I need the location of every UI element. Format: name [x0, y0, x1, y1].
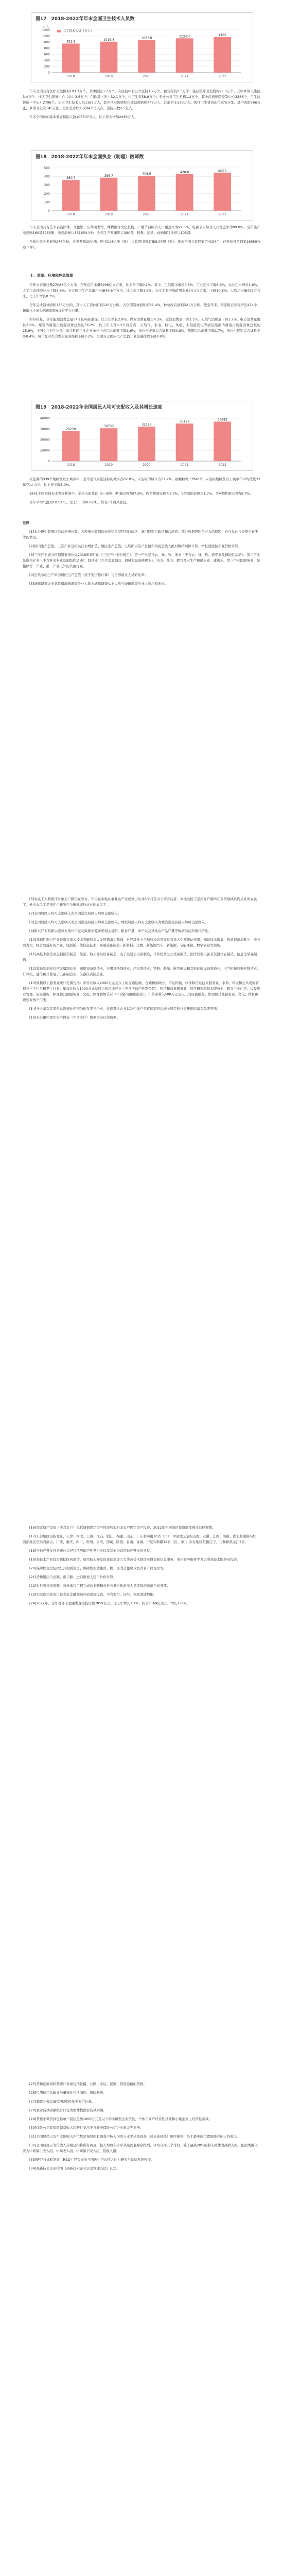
paragraph: 全年出版各类报纸277亿份，各类期刊20亿册，图书114亿册（张），人均图书拥有量8.07册（张）。年末全国共有档案馆4154个，已开放各类档案18659万卷（件）。: [23, 240, 260, 249]
bar: [100, 178, 117, 211]
chart-figure-1: [31, 12, 253, 82]
bar: [214, 421, 231, 461]
data-label: 408.6: [142, 172, 151, 176]
x-tick-label: 2020: [143, 463, 151, 467]
text-block-3: [23, 282, 260, 343]
note-item: [29]普惠小微贷款包括单户授信总额1000万元及以下的小微型企业贷款、个体工商户经营性贷款和小微企业主经营性贷款。: [29, 2117, 212, 2121]
paragraph: 年末全国参加基本养老保险人数105307万人，比上年末增加2436万人。: [29, 115, 138, 119]
notes-block-1: [23, 520, 260, 590]
chart-1: [31, 23, 252, 82]
y-tick-label: 400: [44, 59, 50, 63]
note-item: [3]三次产业划分依据国家统计局2018年修订的《三次产业划分规定》。第一产业是指农、林、牧、渔业（不含农、林、牧、渔专业及辅助性活动）。第二产业是指采矿业（不含开采专业及辅助性活动），制造业（不含金属制品、机械和设备修理业），电力、热力、燃气及水生产和供应业，建筑业。第三产业即服务业，是指除第一产业、第二产业以外的其他行业。: [23, 553, 260, 568]
x-tick-label: 2018: [67, 213, 75, 216]
note-item: [34]高新技术企业按照《高新技术企业认定管理办法》认定。: [29, 2166, 120, 2171]
bar: [100, 42, 117, 73]
bar: [138, 176, 155, 211]
data-label: 428.8: [180, 170, 189, 174]
data-label: 28228: [66, 427, 76, 431]
note-item: [16]固定资产投资（不含农户）包括城镇固定资产投资和农村非农户固定资产投资，2022年不同地区投资额度统计口径调整。: [29, 1526, 216, 1530]
note-item: [12]装备制造业包括金属制品业，通用设备制造业，专用设备制造业，汽车制造业，铁路、船舶、航空航天和其他运输设备制造业，电气机械和器材制造业，计算机、通信和其他电子设备制造业，仪器仪表制造业。: [23, 967, 260, 976]
y-tick-label: 300: [44, 183, 50, 188]
y-tick-label: 0: [48, 209, 50, 213]
note-item: [23]实际使用外资口径为非金融领域外商直接投资，不含银行、证券、保险领域数据。: [29, 1592, 157, 1597]
note-item: [10]战略性新兴产业是指以重大技术突破和重大发展需求为基础，对经济社会全局和长远发展具有重大引领带动作用，知识技术密集、物质资源消耗少、成长潜力大、综合效益好的产业，包括新一代信息技术、高端装备制造、新材料、生物、新能源汽车、新能源、节能环保、数字创意等领域。: [23, 938, 260, 947]
data-label: 32189: [142, 423, 152, 427]
x-tick-label: 2022: [218, 463, 226, 467]
legend-label: 卫生技术人员（万人）: [63, 29, 94, 33]
note-item: [9]新兴产业和新兴服务业统计口径及数据来源详见相关说明。粮食产量、单产以及其他农产品产量等数据为初步统计结果。: [29, 929, 211, 933]
data-label: 386.7: [104, 174, 113, 178]
note-item: [15]本公报中固定资产投资（不含农户）数据为全口径数据。: [29, 1015, 120, 1020]
chart-3: [31, 411, 252, 470]
y-axis-unit: 万人: [42, 25, 49, 28]
note-item: [4]全员劳动生产率为国内生产总值（按不变价格计算）与全部就业人员的比率。: [29, 573, 148, 577]
bar: [138, 40, 155, 73]
note-item: [1]本公报中数据均为初步统计数。各项统计数据均未包括香港特别行政区、澳门特别行政区和台湾省。部分数据因四舍五入的原因，存在总计与分项合计不等的情况。: [23, 530, 258, 539]
paragraph: 年末全国共有艺术表演团体、文化馆、公共图书馆、博物馆等文化机构。广播节目综合人口覆盖率为99.6%，电视节目综合人口覆盖率为99.8%。全年生产电视剧160部5283集，电视动画片331850分钟。全年生产故事影片380部，科教、纪录、动画和特种影片105部。: [23, 225, 260, 235]
note-item: [30]保险公司原保险保费收入和赔付支出不含养老保险公司企业年金等业务。: [29, 2126, 144, 2130]
bar: [214, 37, 231, 73]
chart-figure-3: [31, 401, 253, 471]
note-item: [5]城镇调查失业率是指城镇调查失业人数占城镇调查从业人数与城镇调查失业人数之和的比。: [29, 582, 168, 586]
x-tick-label: 2018: [67, 75, 75, 78]
data-label: 1067.8: [141, 36, 152, 40]
bar: [62, 431, 80, 461]
data-label: 1165: [218, 33, 226, 37]
note-item: [6]农民工人数统计对象为户籍仍在农村，年内在本地从事非农产业或外出从业6个月及以上的劳动者。本地农民工是指在户籍所在乡镇地域以内从业的农民工；外出农民工是指在户籍所在乡镇地域外从业的农民工。: [23, 897, 257, 907]
y-tick-label: 100: [44, 200, 50, 205]
note-item: [20]保障性住房包括公共租赁住房、保障性租赁住房、棚户区改造住房以及共有产权住房等。: [29, 1566, 167, 1570]
note-item: [25]货物运输周转量统计对象包括铁路、公路、水运、民航、管道运输的货物。: [29, 2082, 147, 2086]
y-tick-label: 40000: [40, 417, 50, 420]
paragraph: 在监测的339个地级及以上城市中，全年空气质量达标的城市占62.8%，未达标的城市占37.2%。细颗粒物（PM2.5）未达标地级及以上城市年平均浓度32微克/立方米，比上年下降3.0%。: [23, 477, 260, 487]
chart-title-2: 图18 2018-2022年年末全国执业（助理）医师数: [36, 155, 144, 160]
chart-title-3: 图19 2018-2022年全国居民人均可支配收入及其增长速度: [36, 405, 163, 410]
bar: [62, 180, 80, 211]
note-item: [17]东部地区是指北京、天津、河北、上海、江苏、浙江、福建、山东、广东和海南10省（市）；中部地区是指山西、安徽、江西、河南、湖北和湖南6省；西部地区是指内蒙古、广西、重庆、四川、贵州、云南、西藏、陕西、甘肃、青海、宁夏和新疆12省（区、市）；东北地区是指辽宁、吉林和黑龙江3省。: [23, 1534, 258, 1544]
y-tick-label: 0: [48, 460, 50, 463]
paragraph: 初步核算，全年能源消费总量54.1亿吨标准煤，比上年增长2.9%。煤炭消费量增长4.3%，原油消费量下降3.1%，天然气消费量下降1.2%，电力消费量增长3.6%。煤炭消费量占能源消费总量的56.2%，比上年上升0.3个百分点；天然气、水电、核电、风电、太阳能发电等清洁能源消费量占能源消费总量的25.9%，上升0.4个百分点。重点耗能工业企业单位电石综合能耗下降1.6%，单位合成氨综合能耗下降0.8%，吨钢综合能耗下降1.7%，单位电解铝综合能耗下降0.4%，每千瓦时火力发电标准煤耗下降0.2%。全国万元国内生产总值二氧化碳排放下降0.8%。: [23, 317, 260, 338]
y-tick-label: 1400: [42, 28, 50, 32]
data-label: 30733: [103, 425, 114, 429]
data-label: 1124.4: [179, 35, 190, 39]
y-tick-label: 1000: [42, 40, 50, 44]
data-label: 35128: [180, 420, 190, 424]
chart-2: [31, 161, 252, 220]
paragraph: 3641个国家地表水考核断面中，全年水质优良（I～III类）断面比例为87.9%，IV类断面比例为9.7%，V类断面比例为1.7%，劣V类断面比例为0.7%。: [29, 492, 253, 496]
notes-heading: 注释：: [23, 521, 33, 525]
y-tick-label: 10000: [40, 449, 50, 453]
note-item: [7]全国居民人均可支配收入为全国常住居民人均可支配收入。: [29, 911, 121, 916]
data-label: 360.7: [66, 176, 76, 180]
y-tick-label: 600: [44, 53, 50, 57]
legend-swatch: [57, 30, 61, 32]
note-item: [11]高技术制造业包括医药制造，航空、航天器及设备制造，电子及通信设备制造，计算机及办公设备制造，医疗仪器设备及仪器仪表制造，信息化学品制造。: [23, 952, 257, 962]
paragraph: 全年平均气温为10.51℃，比上年下降0.02℃。共有5个台风登陆。: [29, 500, 130, 504]
note-item: [31]全国居民人均可支配收入中位数是指将所有调查户按人均收入水平从低到高（或从高到低）顺序排列，处于最中间位置调查户的人均收入。: [29, 2134, 240, 2139]
text-block-4: [23, 477, 260, 509]
note-item: [24]2022年，全年对外非金融类直接投资额7859亿元，比上年增长7.2%，折合1169亿美元，增长2.8%。: [29, 1601, 189, 1605]
y-tick-label: 200: [44, 65, 50, 69]
note-item: [33]研究与试验发展（R&D）经费支出与国内生产总值之比为研究与试验发展强度。: [29, 2158, 154, 2162]
note-item: [18]房地产开发投资统计口径包括房地产开发企业以及其他经营房地产开发的单位。: [29, 1549, 153, 1553]
data-label: 36883: [217, 418, 227, 422]
bar: [176, 38, 193, 73]
x-tick-label: 2021: [180, 75, 189, 78]
paragraph: 全年水资源总量27088亿立方米。全年总用水量5998亿立方米，比上年下降0.1%。其中，生活用水增长0.3%，工业用水下降5.3%，农业用水增长1.6%，人工生态环境补水下降5.6%。万元国内生产总值用水量49.6立方米，比上年下降1.6%。万元工业增加值用水量24.1立方米，下降10.8%。人均用水量425立方米，比上年增长0.3%。: [23, 283, 260, 298]
note-item: [21]货物进出口总额、出口额、进口额按人民币计价计算。: [29, 1575, 117, 1579]
bar: [138, 427, 155, 461]
note-item: [14]社会消费品零售总额统计范围为批发零售企业、住宿餐饮企业以及个体户等直接销售给城乡居民和社会集团的消费品零售额。: [29, 1007, 220, 1011]
chart-figure-2: [31, 150, 253, 221]
section-heading: 十、资源、环境和应急管理: [30, 274, 73, 278]
chart-title-1: 图17 2018-2022年年末全国卫生技术人员数: [36, 16, 135, 22]
x-tick-label: 2021: [180, 213, 189, 216]
x-tick-label: 2018: [67, 463, 75, 467]
paragraph: 年末全国共有医疗卫生机构103.3万个，其中医院3.7万个，在医院中有公立医院1.2万个，民营医院2.5万个；基层医疗卫生机构98.0万个，其中乡镇卫生院3.4万个，社区卫生服务中心（站）3.6万个，门诊部（所）32.1万个，村卫生室58.8万个；专业公共卫生机构1.2万个，其中疾病预防控制中心3386个，卫生监督所（中心）2796个。年末卫生技术人员1165万人，其中执业医师和执业助理医师443万人，注册护士520万人。医疗卫生机构床位975万张，其中医院766万张，乡镇卫生院145万张。全年总诊疗人次84.0亿人次，出院人数2.5亿人。: [23, 89, 260, 110]
y-tick-label: 200: [44, 192, 50, 196]
note-item: [28]农业贷款余额统计口径为农林牧渔业贷款余额。: [29, 2108, 107, 2112]
y-tick-label: 0: [48, 71, 50, 75]
bar: [176, 174, 193, 211]
note-item: [19]高技术产业投资包括医药制造、航空航天器及设备制造等六大类高技术制造业投资和信息服务、电子商务服务等九大类高技术服务业投资。: [29, 1557, 240, 1562]
y-tick-label: 500: [44, 166, 50, 170]
x-tick-label: 2022: [218, 213, 226, 216]
note-item: [27]邮政业务总量按照2020年不变价计算。: [29, 2099, 95, 2104]
note-item: [2]国内生产总值、三次产业及相关行业增加值、地区生产总值、人均国内生产总值和国民总收入绝对数按现价计算，增长速度按不变价格计算。: [29, 544, 242, 548]
y-tick-label: 30000: [40, 427, 50, 431]
paragraph: 全年完成造林面积383万公顷，其中人工造林面积120万公顷，占全部造林面积的31.4%。种草改良面积321万公顷。截至年末，国家级自然保护区474个。新增水土流失治理面积6.3万平方公里。: [23, 303, 260, 313]
notes-block-3: [23, 1525, 260, 1609]
text-block-2: [23, 225, 260, 253]
note-item: [26]民用航空运输业务量统计包括国内、国际航线。: [29, 2091, 107, 2095]
notes-block-2: [23, 896, 260, 1024]
notes-block-4: [23, 2081, 260, 2175]
bar: [176, 423, 193, 461]
text-block-1: [23, 89, 260, 123]
note-item: [22]对外直接投资额、对外承包工程完成营业额和对外劳务合作派出人员等数据来源于商务部。: [29, 1584, 170, 1588]
y-tick-label: 20000: [40, 438, 50, 442]
x-tick-label: 2021: [180, 463, 189, 467]
data-label: 1015.4: [103, 38, 114, 42]
x-tick-label: 2019: [104, 213, 113, 216]
bar: [214, 173, 231, 211]
y-tick-label: 800: [44, 46, 50, 50]
note-item: [8]全国居民人均可支配收入为全国常住居民人均可支配收入，城镇居民人均可支配收入为城镇常住居民人均可支配收入。: [29, 920, 208, 924]
y-tick-label: 1200: [42, 34, 50, 38]
note-item: [32]全国居民五等份收入分组是指将所有调查户按人均收入水平从高到低顺序排列，平均分为五个等份，处于最高20%的收入群体为高收入组，依此类推依次为中间偏上收入组、中间收入组、中间偏下收入组、低收入组。: [23, 2143, 258, 2153]
data-label: 952.9: [66, 40, 76, 44]
bar: [62, 44, 80, 73]
x-tick-label: 2019: [104, 75, 113, 78]
y-tick-label: 400: [44, 175, 50, 179]
x-tick-label: 2020: [143, 75, 151, 78]
note-item: [13]规模以上服务业统计范围包括：年营业收入2000万元及以上的交通运输、仓储和邮政业，信息传输、软件和信息技术服务业，水利、环境和公共设施管理业三个门类和卫生行业；年营业收入1000万元及以上的房地产业（不含房地产开发经营），租赁和商务服务业，科学研究和技术服务业，教育三个门类，以及物业管理、居民服务、修理和其他服务业，文化、体育和娱乐业（不含新闻和出版业）；年营业收入500万元及以上的居民服务、修理和其他服务业，文化、体育和娱乐业两个门类。: [23, 981, 260, 1002]
x-tick-label: 2019: [104, 463, 113, 467]
x-tick-label: 2020: [143, 213, 151, 216]
bar: [100, 428, 117, 461]
data-label: 443.5: [218, 169, 227, 173]
x-tick-label: 2022: [218, 75, 226, 78]
